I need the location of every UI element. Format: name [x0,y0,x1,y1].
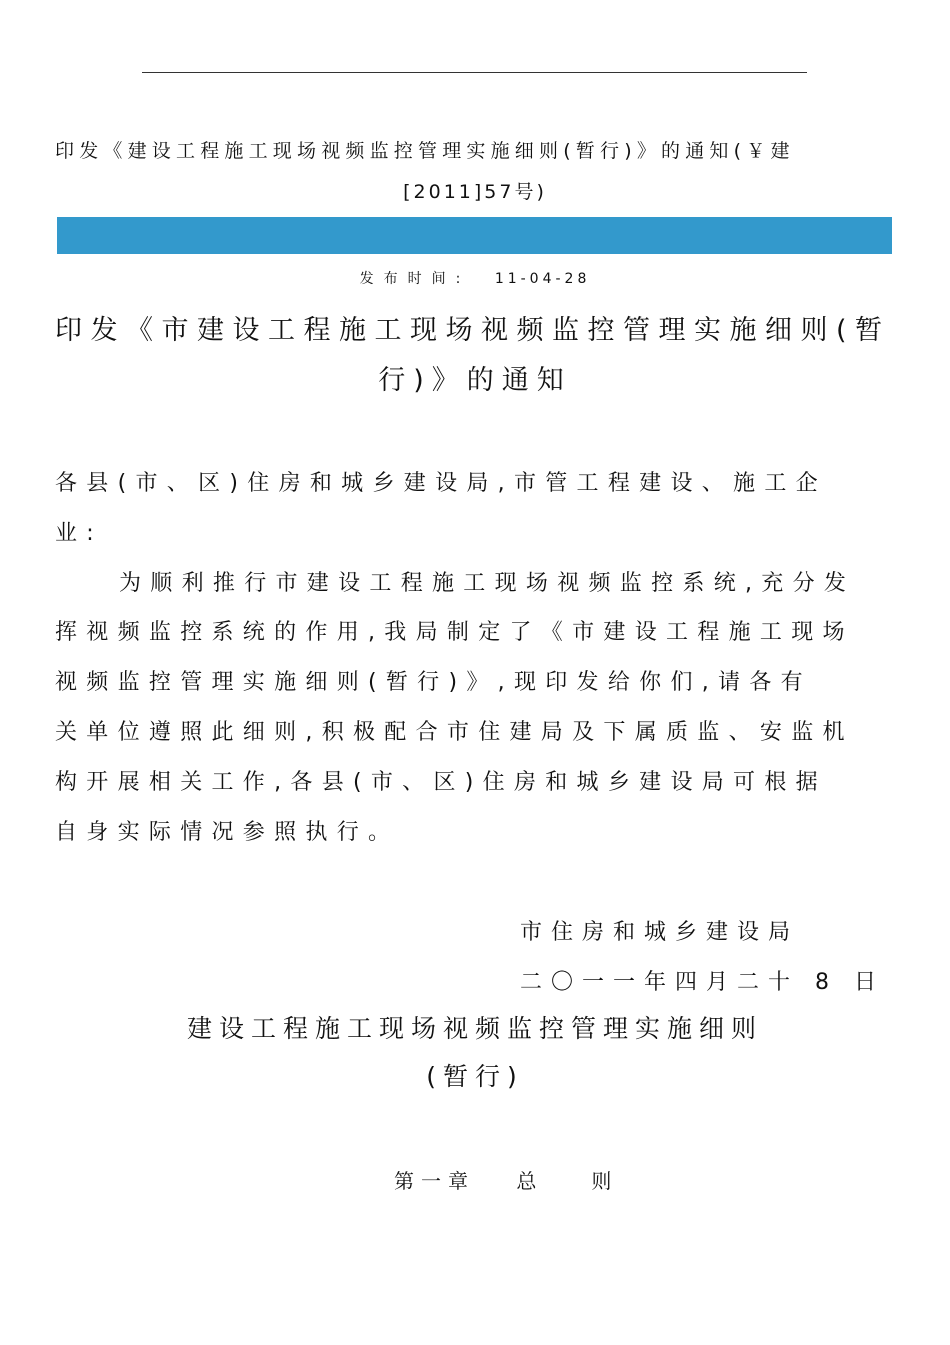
top-divider [142,72,807,73]
addressee-line2: 业: [55,521,104,546]
notice-title-line1: 印发《建设工程施工现场视频监控管理实施细则(暂行)》的通知(￥建 [55,140,795,162]
chapter-name: 总则 [516,1169,667,1193]
body-paragraph-line: 挥视频监控系统的作用,我局制定了《市建设工程施工现场 [55,620,854,645]
publish-info [0,268,950,290]
chapter-number: 第一章 [394,1169,475,1193]
body-paragraph-line: 构开展相关工作,各县(市、区)住房和城乡建设局可根据 [55,770,827,795]
rules-title: 建设工程施工现场视频监控管理实施细则 [186,1014,763,1043]
publish-label: 发布时间: [359,271,471,287]
body-paragraph-line: 为顺利推行市建设工程施工现场视频监控系统,充分发 [119,571,856,596]
body-paragraph-line: 视频监控管理实施细则(暂行)》,现印发给你们,请各有 [55,670,812,695]
publish-date: 11-04-28 [494,271,591,287]
body-paragraph-line: 自身实际情况参照执行。 [55,820,400,845]
notice-title-line2: [2011]57号) [403,181,547,203]
rules-subtitle: (暂行) [426,1062,524,1091]
main-heading-line2: 行)》的通知 [378,365,572,396]
signature-org: 市住房和城乡建设局 [520,920,800,945]
signature-date: 二〇一一年四月二十 8 日 [520,970,885,995]
chapter-heading [394,1158,666,1204]
addressee-line1: 各县(市、区)住房和城乡建设局,市管工程建设、施工企 [55,471,827,496]
header-color-bar [57,217,892,254]
main-heading-line1: 印发《市建设工程施工现场视频监控管理实施细则(暂 [55,315,891,346]
body-paragraph-line: 关单位遵照此细则,积极配合市住建局及下属质监、安监机 [55,720,854,745]
